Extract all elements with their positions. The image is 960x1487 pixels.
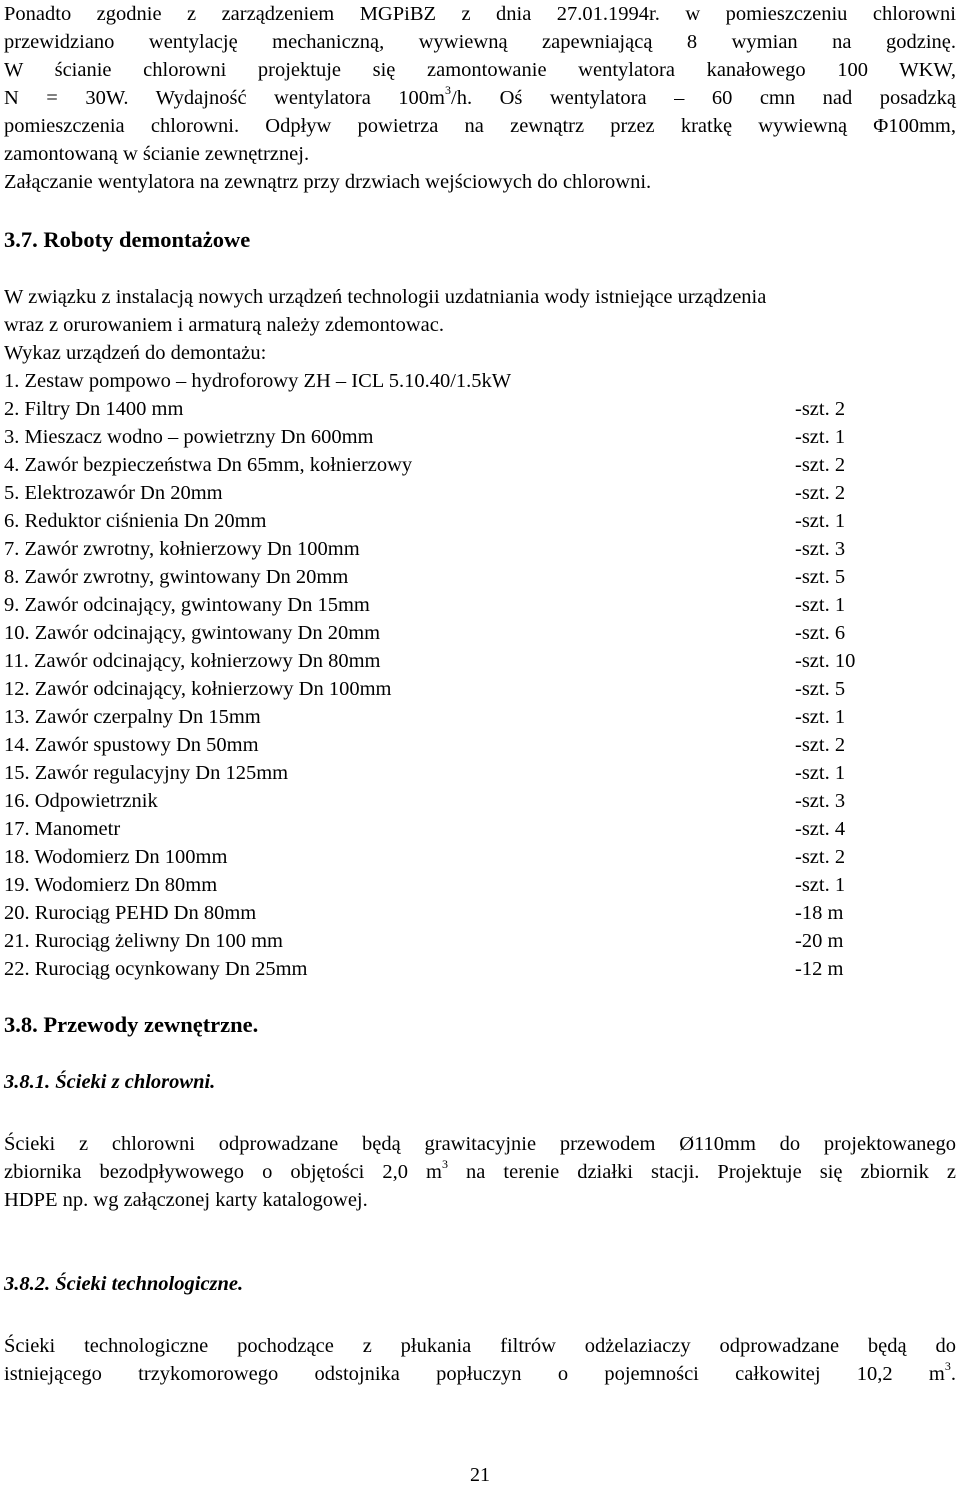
list-item-name: 17. Manometr <box>4 818 121 840</box>
list-item-name: 6. Reduktor ciśnienia Dn 20mm <box>4 510 267 532</box>
list-item-name: 4. Zawór bezpieczeństwa Dn 65mm, kołnierzowy <box>4 454 413 476</box>
s37-list-intro: Wykaz urządzeń do demontażu: <box>4 342 267 364</box>
list-item-name: 13. Zawór czerpalny Dn 15mm <box>4 706 261 728</box>
list-item-quantity: -szt. 2 <box>795 398 846 420</box>
list-item-quantity: -szt. 10 <box>795 650 856 672</box>
list-item-name: 9. Zawór odcinający, gwintowany Dn 15mm <box>4 594 370 616</box>
subsection-heading-3-8-2: 3.8.2. Ścieki technologiczne. <box>4 1273 244 1295</box>
list-item-name: 18. Wodomierz Dn 100mm <box>4 846 228 868</box>
s382-line-2-text: istniejącego trzykomorowego odstojnika popłuczyn o pojemności całkowitej 10,2 m <box>4 1363 945 1385</box>
list-item-quantity: -szt. 1 <box>795 706 846 728</box>
superscript: 3 <box>442 1157 448 1172</box>
intro-line-6: zamontowaną w ścianie zewnętrznej. <box>4 143 310 165</box>
list-item-name: 21. Rurociąg żeliwny Dn 100 mm <box>4 930 283 952</box>
list-item-quantity: -szt. 1 <box>795 874 846 896</box>
list-item-name: 20. Rurociąg PEHD Dn 80mm <box>4 902 257 924</box>
list-item-quantity: -szt. 6 <box>795 622 846 644</box>
intro-line-3: W ścianie chlorowni projektuje się zamontowanie wentylatora kanałowego 100 WKW, <box>4 59 956 81</box>
list-item-name: 12. Zawór odcinający, kołnierzowy Dn 100mm <box>4 678 392 700</box>
list-item-name: 11. Zawór odcinający, kołnierzowy Dn 80mm <box>4 650 381 672</box>
intro-line-4-tail: /h. Oś wentylatora – 60 cmn nad posadzką <box>451 87 956 109</box>
intro-line-4 <box>4 84 956 112</box>
list-item-quantity: -szt. 1 <box>795 762 846 784</box>
s381-line-3: HDPE np. wg załączonej karty katalogowej. <box>4 1189 368 1211</box>
list-item-name: 1. Zestaw pompowo – hydroforowy ZH – ICL 5.10.40/1.5kW <box>4 370 512 392</box>
list-item-quantity: -szt. 2 <box>795 846 846 868</box>
list-item-quantity: -szt. 5 <box>795 678 846 700</box>
s382-line-2-tail: . <box>950 1363 956 1385</box>
intro-line-5: pomieszczenia chlorowni. Odpływ powietrza na zewnątrz przez kratkę wywiewną Φ100mm, <box>4 115 956 137</box>
list-item-quantity: -szt. 3 <box>795 790 846 812</box>
list-item-quantity: -szt. 5 <box>795 566 846 588</box>
list-item-quantity: -szt. 4 <box>795 818 846 840</box>
list-item-name: 7. Zawór zwrotny, kołnierzowy Dn 100mm <box>4 538 360 560</box>
list-item-name: 10. Zawór odcinający, gwintowany Dn 20mm <box>4 622 381 644</box>
list-item-name: 19. Wodomierz Dn 80mm <box>4 874 218 896</box>
list-item-quantity: -12 m <box>795 958 844 980</box>
intro-line-2: przewidziano wentylację mechaniczną, wywiewną zapewniającą 8 wymian na godzinę. <box>4 31 956 53</box>
s37-paragraph-line-2: wraz z orurowaniem i armaturą należy zdemontowac. <box>4 314 444 336</box>
list-item-quantity: -18 m <box>795 902 844 924</box>
list-item-name: 22. Rurociąg ocynkowany Dn 25mm <box>4 958 308 980</box>
list-item-quantity: -szt. 3 <box>795 538 846 560</box>
list-item-quantity: -szt. 1 <box>795 426 846 448</box>
section-heading-3-7: 3.7. Roboty demontażowe <box>4 227 251 252</box>
superscript: 3 <box>944 1359 951 1374</box>
list-item-quantity: -szt. 2 <box>795 482 846 504</box>
list-item-quantity: -20 m <box>795 930 844 952</box>
list-item-name: 5. Elektrozawór Dn 20mm <box>4 482 223 504</box>
intro-line-4-text: N = 30W. Wydajność wentylatora 100m <box>4 87 445 109</box>
list-item-name: 16. Odpowietrznik <box>4 790 158 812</box>
intro-line-1: Ponadto zgodnie z zarządzeniem MGPiBZ z dnia 27.01.1994r. w pomieszczeniu chlorowni <box>4 3 956 25</box>
list-item-quantity: -szt. 2 <box>795 734 846 756</box>
page-number: 21 <box>470 1464 490 1486</box>
subsection-heading-3-8-1: 3.8.1. Ścieki z chlorowni. <box>4 1071 216 1093</box>
s382-line-1: Ścieki technologiczne pochodzące z płukania filtrów odżelaziaczy odprowadzane będą do <box>4 1335 956 1357</box>
list-item-name: 15. Zawór regulacyjny Dn 125mm <box>4 762 289 784</box>
s381-line-2 <box>4 1158 956 1186</box>
superscript: 3 <box>445 83 451 98</box>
intro-line-7: Załączanie wentylatora na zewnątrz przy drzwiach wejściowych do chlorowni. <box>4 171 652 193</box>
section-heading-3-8: 3.8. Przewody zewnętrzne. <box>4 1012 259 1037</box>
list-item-name: 14. Zawór spustowy Dn 50mm <box>4 734 259 756</box>
list-item-name: 2. Filtry Dn 1400 mm <box>4 398 184 420</box>
s37-paragraph-line-1: W związku z instalacją nowych urządzeń technologii uzdatniania wody istniejące urządzenia <box>4 286 767 308</box>
s381-line-2-text: zbiornika bezodpływowego o objętości 2,0 m <box>4 1161 442 1183</box>
list-item-quantity: -szt. 1 <box>795 594 846 616</box>
list-item-quantity: -szt. 1 <box>795 510 846 532</box>
list-item-name: 8. Zawór zwrotny, gwintowany Dn 20mm <box>4 566 349 588</box>
s381-line-2-tail: na terenie działki stacji. Projektuje się zbiornik z <box>448 1161 956 1183</box>
s382-line-2 <box>4 1360 956 1388</box>
list-item-name: 3. Mieszacz wodno – powietrzny Dn 600mm <box>4 426 374 448</box>
list-item-quantity: -szt. 2 <box>795 454 846 476</box>
s381-line-1: Ścieki z chlorowni odprowadzane będą grawitacyjnie przewodem Ø110mm do projektowanego <box>4 1133 956 1155</box>
